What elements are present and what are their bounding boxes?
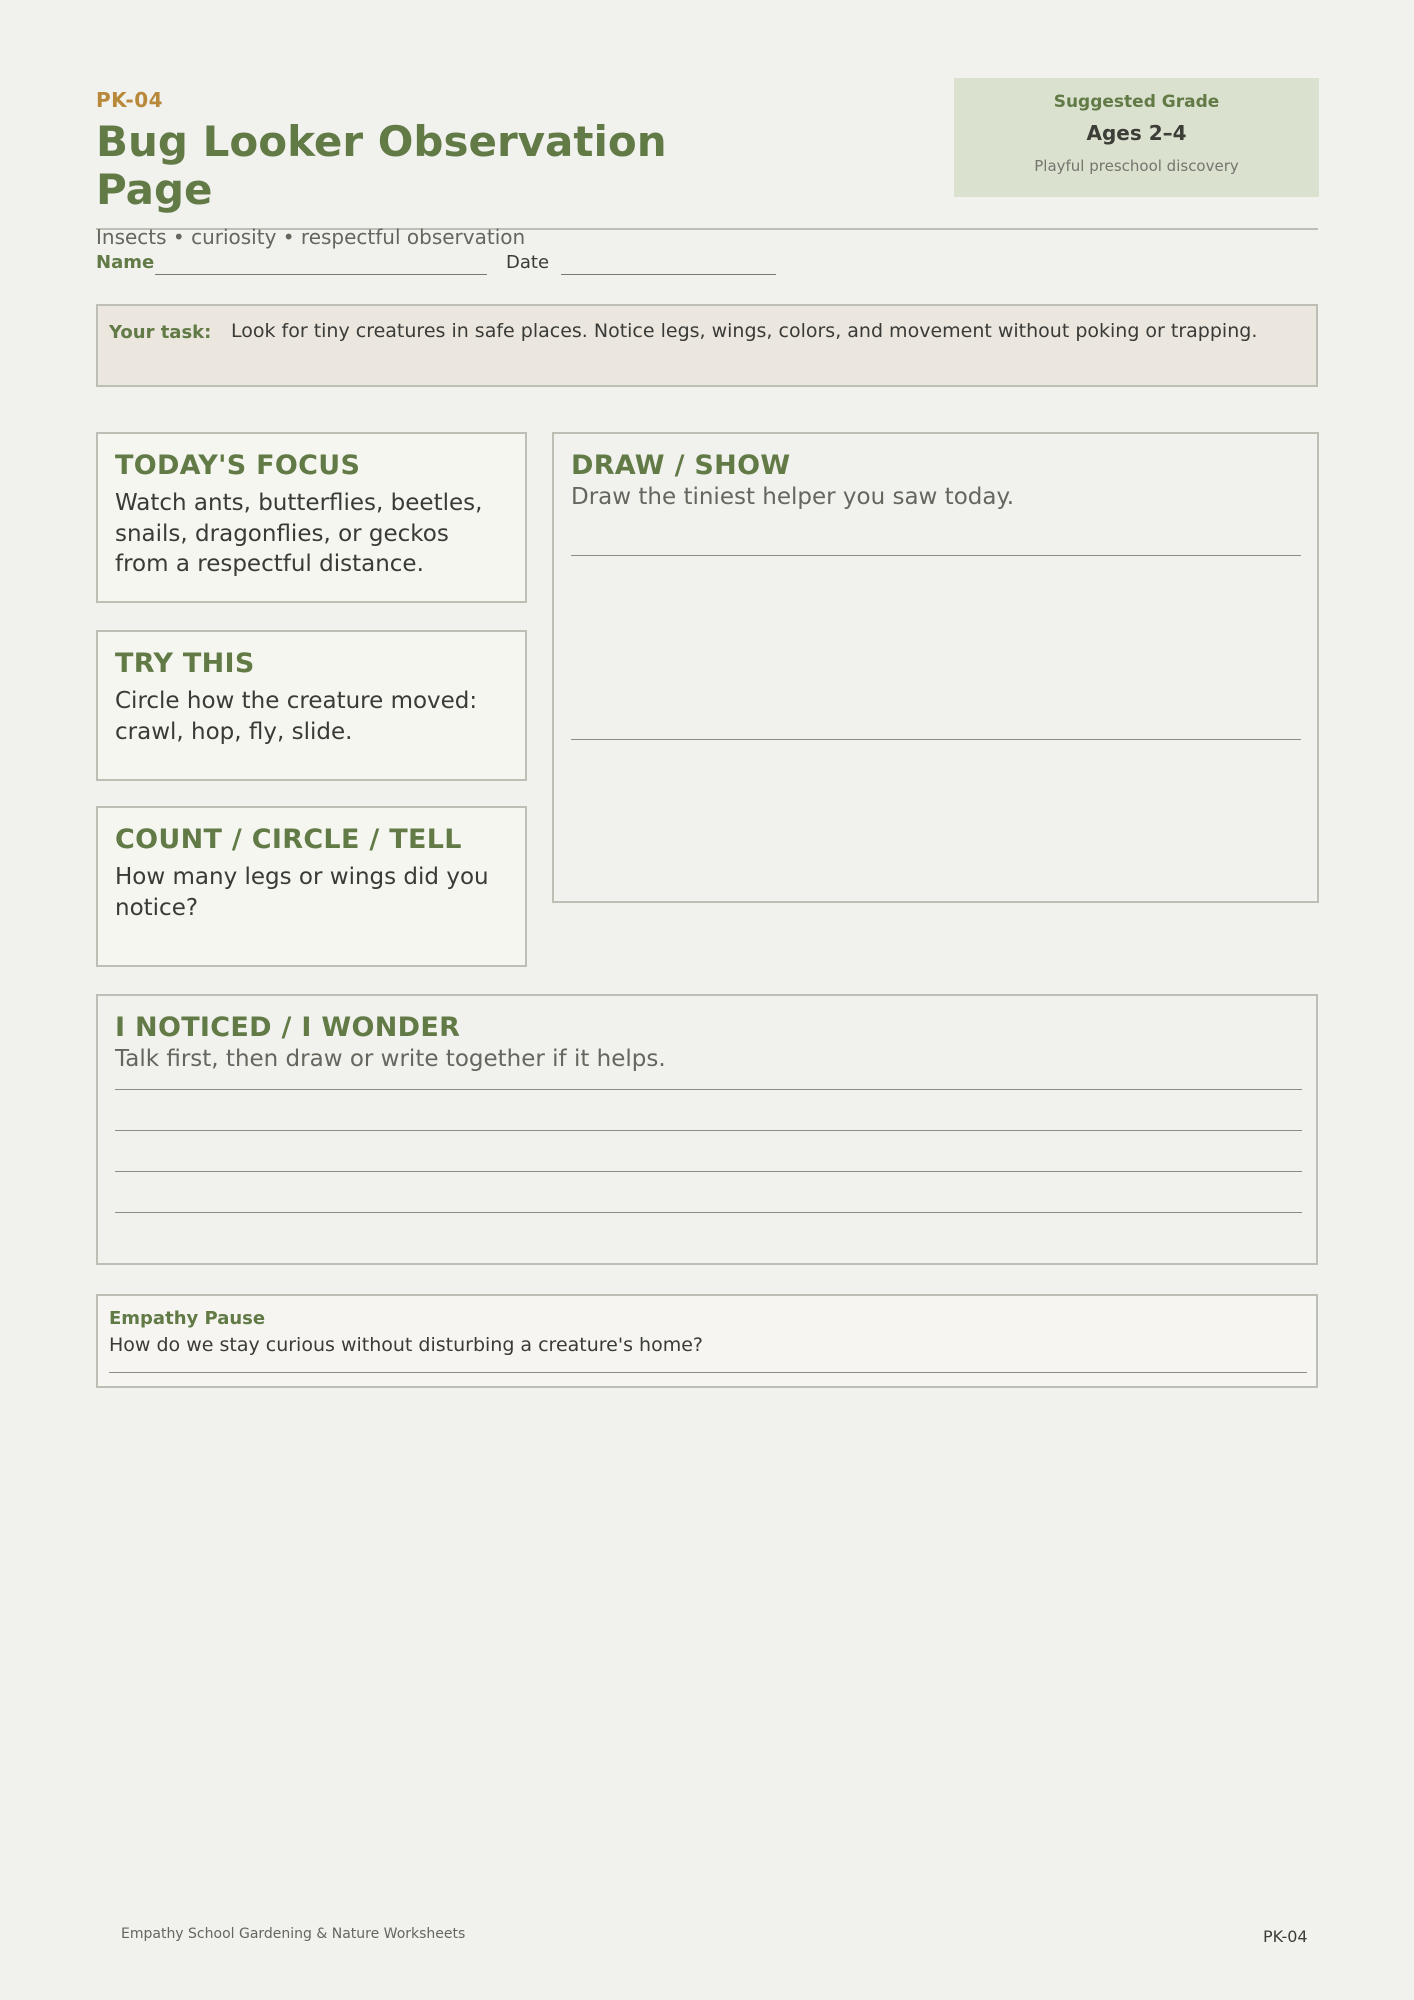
grade-label: Suggested Grade (1053, 92, 1220, 112)
task-box (96, 304, 1318, 387)
date-field[interactable] (561, 274, 776, 275)
suggested-grade-box (954, 78, 1319, 197)
pause-title: Empathy Pause (109, 1308, 266, 1329)
page-subtitle: Insects • curiosity • respectful observation (96, 225, 526, 249)
writing-line[interactable] (115, 1171, 1302, 1172)
notice-prompt: Talk first, then draw or write together if it helps. (115, 1046, 666, 1072)
card-body: Watch ants, butterflies, beetles, snails, dragonflies, or geckos from a respectful distance. (115, 490, 483, 577)
card-title: TRY THIS (115, 648, 255, 679)
name-field[interactable] (155, 274, 487, 275)
card-title: COUNT / CIRCLE / TELL (115, 824, 462, 855)
draw-prompt: Draw the tiniest helper you saw today. (571, 484, 1015, 510)
writing-line[interactable] (115, 1212, 1302, 1213)
answer-line[interactable] (109, 1372, 1307, 1373)
footer-series: Empathy School Gardening & Nature Worksheets (121, 1926, 466, 1942)
card-title: TODAY'S FOCUS (115, 450, 361, 481)
card-body: Circle how the creature moved: crawl, hop, fly, slide. (115, 688, 478, 745)
footer-code: PK-04 (1263, 1927, 1308, 1946)
empathy-pause-box (96, 1294, 1318, 1388)
name-label: Name (96, 252, 155, 273)
noticed-wonder-box (96, 994, 1318, 1265)
card-try-this (96, 630, 527, 781)
writing-line[interactable] (115, 1130, 1302, 1131)
pause-text: How do we stay curious without disturbing a creature's home? (109, 1334, 703, 1356)
grade-note: Playful preschool discovery (1034, 157, 1239, 175)
date-label: Date (506, 252, 550, 273)
worksheet-code: PK-04 (96, 88, 164, 112)
writing-line[interactable] (115, 1089, 1302, 1090)
card-todays-focus (96, 432, 527, 603)
draw-title: DRAW / SHOW (571, 450, 791, 481)
notice-title: I NOTICED / I WONDER (115, 1012, 461, 1043)
grade-value: Ages 2–4 (1086, 121, 1187, 145)
task-text: Look for tiny creatures in safe places. Notice legs, wings, colors, and movement without poking or trapping. (231, 320, 1258, 342)
page-title: Bug Looker Observation Page (96, 117, 667, 214)
card-body: How many legs or wings did you notice? (115, 864, 489, 921)
task-label: Your task: (109, 322, 212, 343)
drawing-line[interactable] (571, 555, 1301, 556)
draw-show-area[interactable] (552, 432, 1319, 903)
drawing-line[interactable] (571, 739, 1301, 740)
card-count-circle-tell (96, 806, 527, 967)
